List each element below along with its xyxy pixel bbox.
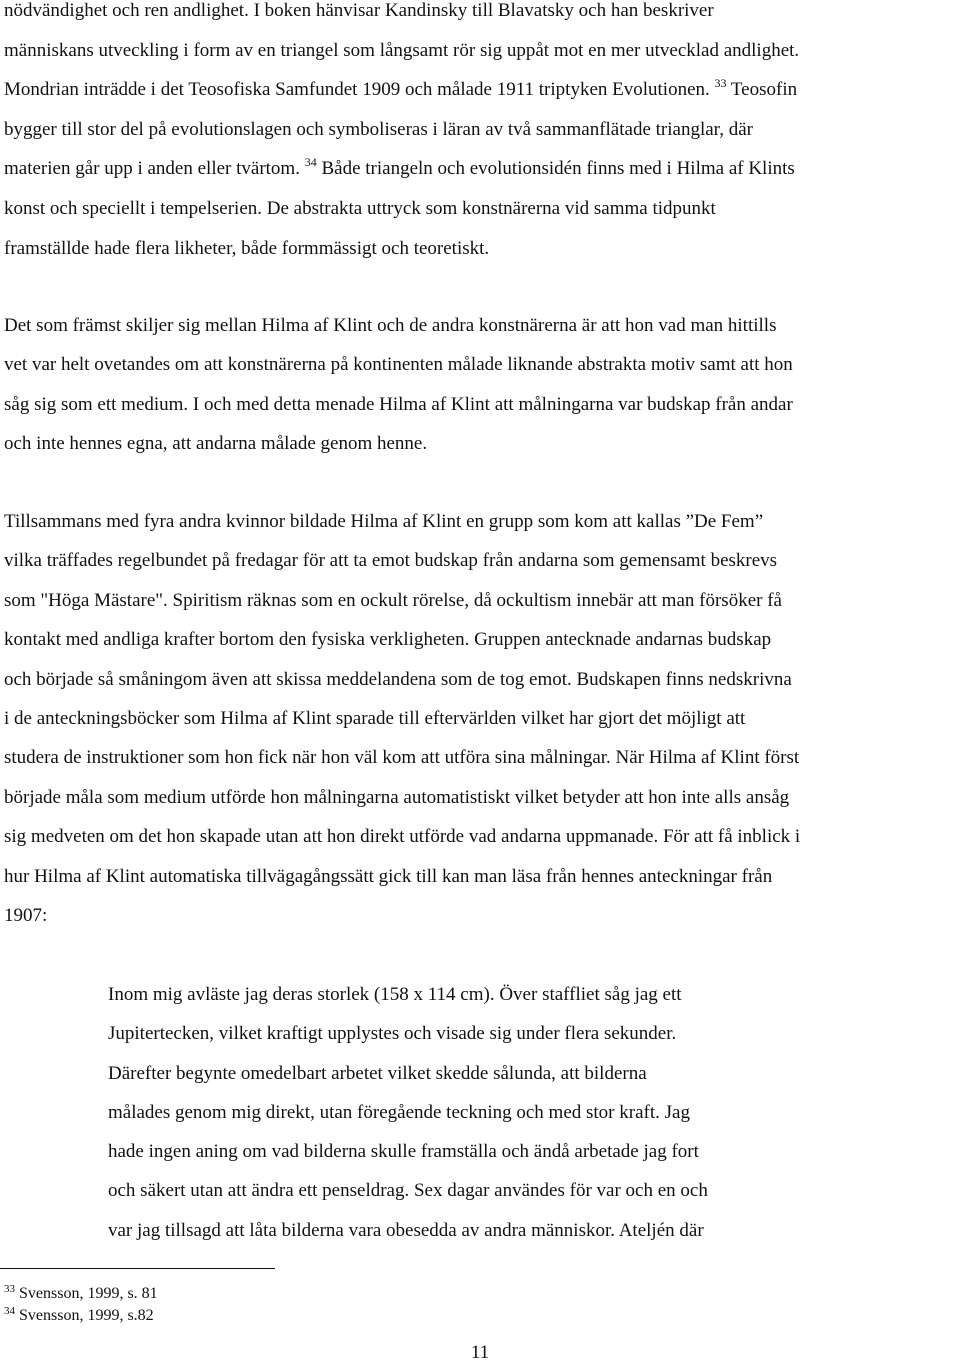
footnote-ref-34[interactable]: 34 [304,155,317,170]
text-line: människans utveckling i form av en triangel som långsamt rör sig uppåt mot en mer utvecklad andlighet. [4,39,800,61]
text-line [4,149,956,189]
text-line: började måla som medium utförde hon målningarna automatistiskt vilket betyder att hon inte alls ansåg [4,786,790,808]
text-line: sig medveten om det hon skapade utan att hon direkt utförde vad andarna uppmanade. För att få inblick i [4,826,801,848]
paragraph-2 [4,306,956,464]
quote-line: Därefter begynte omedelbart arbetet vilket skedde sålunda, att bilderna [108,1062,647,1084]
text-line: nödvändighet och ren andlighet. I boken hänvisar Kandinsky till Blavatsky och han beskriver [4,0,714,21]
text-span: Mondrian inträdde i det Teosofiska Samfundet 1909 och målade 1911 triptyken Evolutionen. [4,79,710,101]
footnote-34 [4,1306,154,1326]
block-quote [108,975,948,1250]
text-line: Det som främst skiljer sig mellan Hilma af Klint och de andra konstnärerna är att hon vad man hittills [4,315,777,336]
footnote-number: 33 [4,1283,15,1295]
text-line: såg sig som ett medium. I och med detta menade Hilma af Klint att målningarna var budskap från andar [4,393,793,415]
footnote-text: Svensson, 1999, s.82 [15,1307,154,1324]
page-number: 11 [470,1342,490,1363]
paragraph-3 [4,502,956,935]
text-span: Teosofin [726,79,798,101]
text-span: materien går upp i anden eller tvärtom. [4,158,300,180]
quote-line: målades genom mig direkt, utan föregående teckning och med stor kraft. Jag [108,1101,690,1123]
footnote-text: Svensson, 1999, s. 81 [15,1285,158,1302]
text-line [4,70,956,110]
text-line: framställde hade flera likheter, både formmässigt och teoretiskt. [4,237,490,259]
text-line: kontakt med andliga krafter bortom den fysiska verkligheten. Gruppen antecknade andarnas budskap [4,629,772,651]
quote-line: Inom mig avläste jag deras storlek (158 x 114 cm). Över staffliet såg jag ett [108,984,682,1005]
text-line: studera de instruktioner som hon fick när hon väl kom att utföra sina målningar. När Hilma af Klint först [4,747,800,769]
text-line: i de anteckningsböcker som Hilma af Klint sparade till eftervärlden vilket har gjort det möjligt att [4,707,746,729]
text-line: som "Höga Mästare". Spiritism räknas som en ockult rörelse, då ockultism innebär att man försöker få [4,589,782,611]
text-line: konst och speciellt i tempelserien. De abstrakta uttryck som konstnärerna vid samma tidpunkt [4,197,716,219]
text-line: hur Hilma af Klint automatiska tillvägagångssätt gick till kan man läsa från hennes anteckningar från [4,865,773,887]
quote-line: hade ingen aning om vad bilderna skulle framställa och ändå arbetade jag fort [108,1141,699,1163]
paragraph-1 [4,0,956,268]
quote-line: var jag tillsagd att låta bilderna vara obesedda av andra människor. Ateljén där [108,1219,704,1241]
text-line: vilka träffades regelbundet på fredagar för att ta emot budskap från andarna som gemensamt beskrevs [4,550,778,572]
text-line: 1907: [4,904,48,926]
quote-line: Jupitertecken, vilket kraftigt upplystes och visade sig under flera sekunder. [108,1023,677,1045]
text-line: Tillsammans med fyra andra kvinnor bildade Hilma af Klint en grupp som kom att kallas ”De Fem” [4,511,764,532]
footnote-separator [0,1268,275,1269]
quote-line: och säkert utan att ändra ett penseldrag. Sex dagar användes för var och en och [108,1180,708,1202]
footnote-33 [4,1284,158,1304]
footnote-ref-33[interactable]: 33 [714,76,727,91]
text-line: vet var helt ovetandes om att konstnärerna på kontinenten målade liknande abstrakta motiv samt att hon [4,354,793,376]
text-line: och inte hennes egna, att andarna målade genom henne. [4,433,428,455]
footnote-number: 34 [4,1305,15,1317]
text-span: Både triangeln och evolutionsidén finns med i Hilma af Klints [316,158,795,180]
text-line: och började så småningom även att skissa meddelandena som de tog emot. Budskapen finns nedskrivna [4,668,792,690]
text-line: bygger till stor del på evolutionslagen och symboliseras i läran av två sammanflätade trianglar, där [4,118,753,140]
